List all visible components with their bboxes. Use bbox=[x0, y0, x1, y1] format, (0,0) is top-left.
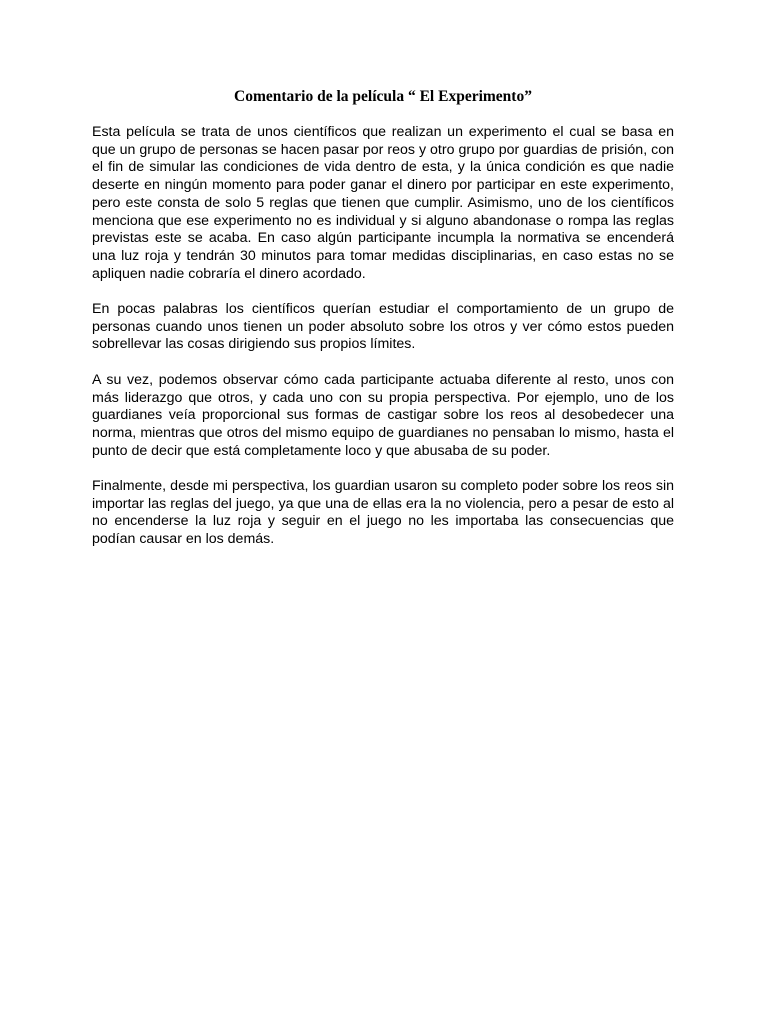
paragraph-4: Finalmente, desde mi perspectiva, los guardian usaron su completo poder sobre los reos sin importar las reglas del juego, ya que una de ellas era la no violencia, pero a pesar de esto al no encenderse la luz roja y seguir en el juego no les importaba las consecuencias que podían causar en los demás. bbox=[92, 478, 674, 548]
paragraph-1: Esta película se trata de unos científicos que realizan un experimento el cual se basa en que un grupo de personas se hacen pasar por reos y otro grupo por guardias de prisión, con el fin de simular las condiciones de vida dentro de esta, y la única condición es que nadie deserte en ningún momento para poder ganar el dinero por participar en este experimento, pero este consta de solo 5 reglas que tienen que cumplir. Asimismo, uno de los científicos menciona que ese experimento no es individual y si alguno abandonase o rompa las reglas previstas este se acaba. En caso algún participante incumpla la normativa se encenderá una luz roja y tendrán 30 minutos para tomar medidas disciplinarias, en caso estas no se apliquen nadie cobraría el dinero acordado. bbox=[92, 124, 674, 282]
document-title: Comentario de la película “ El Experimento” bbox=[234, 88, 532, 105]
paragraph-3: A su vez, podemos observar cómo cada participante actuaba diferente al resto, unos con más liderazgo que otros, y cada uno con su propia perspectiva. Por ejemplo, uno de los guardianes veía proporcional sus formas de castigar sobre los reos al desobedecer una norma, mientras que otros del mismo equipo de guardianes no pensaban lo mismo, hasta el punto de decir que está completamente loco y que abusaba de su poder. bbox=[92, 371, 674, 459]
paragraph-2: En pocas palabras los científicos querían estudiar el comportamiento de un grupo de personas cuando unos tienen un poder absoluto sobre los otros y ver cómo estos pueden sobrellevar las cosas dirigiendo sus propios límites. bbox=[92, 301, 674, 353]
document-body bbox=[92, 124, 674, 567]
